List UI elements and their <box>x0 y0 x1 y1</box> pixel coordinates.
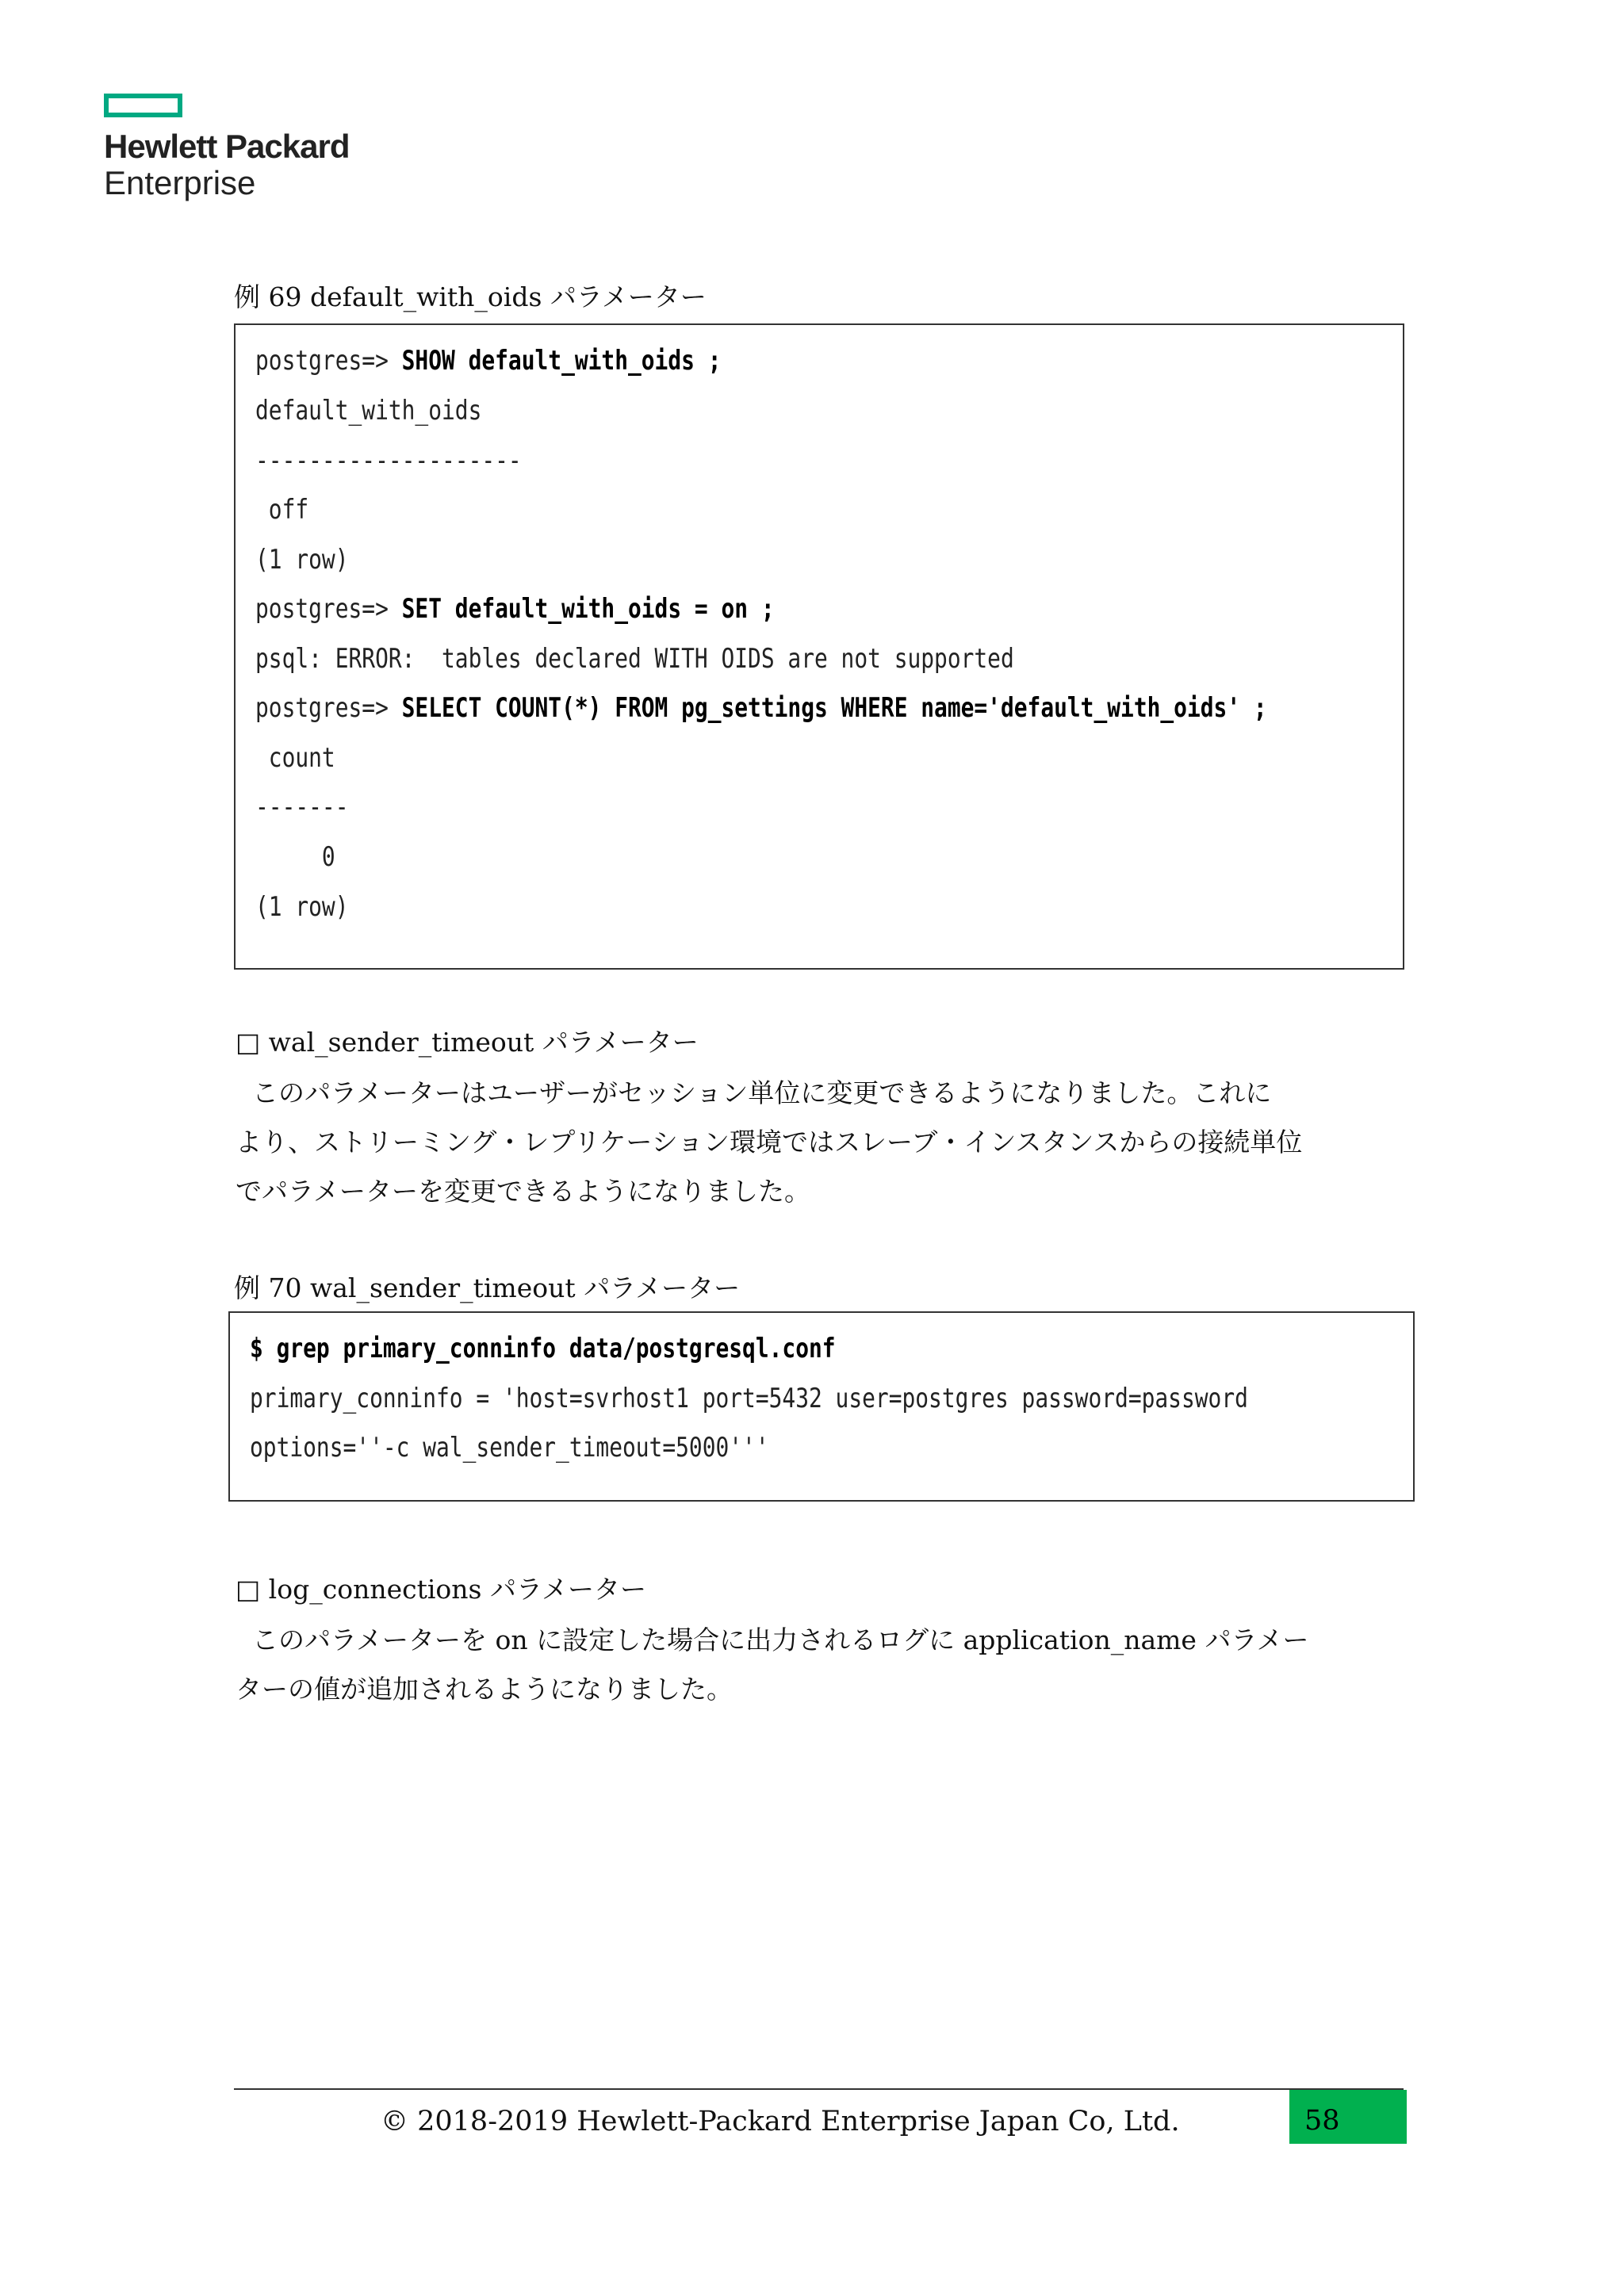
page-number: 58 <box>1304 2105 1340 2137</box>
hpe-logo-mark <box>104 94 182 117</box>
copyright-text: © 2018-2019 Hewlett-Packard Enterprise Japan Co, Ltd. <box>381 2106 1180 2137</box>
code-line: 0 <box>255 841 335 873</box>
code-line: -------------------- <box>255 445 522 476</box>
code-line: postgres=> SELECT COUNT(*) FROM pg_settings WHERE name='default_with_oids' ; <box>255 692 1267 724</box>
logo-text-line2: Enterprise <box>104 164 256 201</box>
example-69-code-box <box>234 323 1404 970</box>
code-line: (1 row) <box>255 891 349 923</box>
example-69-caption: 例 69 default_with_oids パラメーター <box>234 281 707 312</box>
code-line: ------- <box>255 791 349 823</box>
section-heading-wal-sender-timeout: □ wal_sender_timeout パラメーター <box>236 1027 699 1058</box>
code-line: $ grep primary_conninfo data/postgresql.conf <box>250 1333 836 1364</box>
code-line: postgres=> SET default_with_oids = on ; <box>255 593 775 625</box>
code-line: default_with_oids <box>255 395 482 427</box>
logo-text-line1: Hewlett Packard <box>104 128 350 165</box>
paragraph-line: このパラメーターはユーザーがセッション単位に変更できるようになりました。これに <box>236 1077 1272 1108</box>
paragraph-line: ターの値が追加されるようになりました。 <box>236 1674 733 1705</box>
example-70-code-box <box>228 1311 1415 1502</box>
paragraph-line: より、ストリーミング・レプリケーション環境ではスレーブ・インスタンスからの接続単位 <box>236 1127 1303 1158</box>
code-line: primary_conninfo = 'host=svrhost1 port=5432 user=postgres password=password <box>250 1383 1248 1414</box>
code-line: psql: ERROR: tables declared WITH OIDS are not supported <box>255 643 1014 675</box>
paragraph-line: でパラメーターを変更できるようになりました。 <box>236 1176 811 1207</box>
paragraph-line: このパラメーターを on に設定した場合に出力されるログに application_name パラメー <box>236 1624 1309 1655</box>
section-heading-log-connections: □ log_connections パラメーター <box>236 1574 646 1605</box>
code-line: count <box>255 742 335 774</box>
footer-divider <box>234 2088 1404 2090</box>
code-line: (1 row) <box>255 544 349 576</box>
code-line: postgres=> SHOW default_with_oids ; <box>255 345 722 377</box>
code-line: options=''-c wal_sender_timeout=5000''' <box>250 1432 769 1464</box>
example-70-caption: 例 70 wal_sender_timeout パラメーター <box>234 1272 741 1303</box>
code-line: off <box>255 494 309 526</box>
